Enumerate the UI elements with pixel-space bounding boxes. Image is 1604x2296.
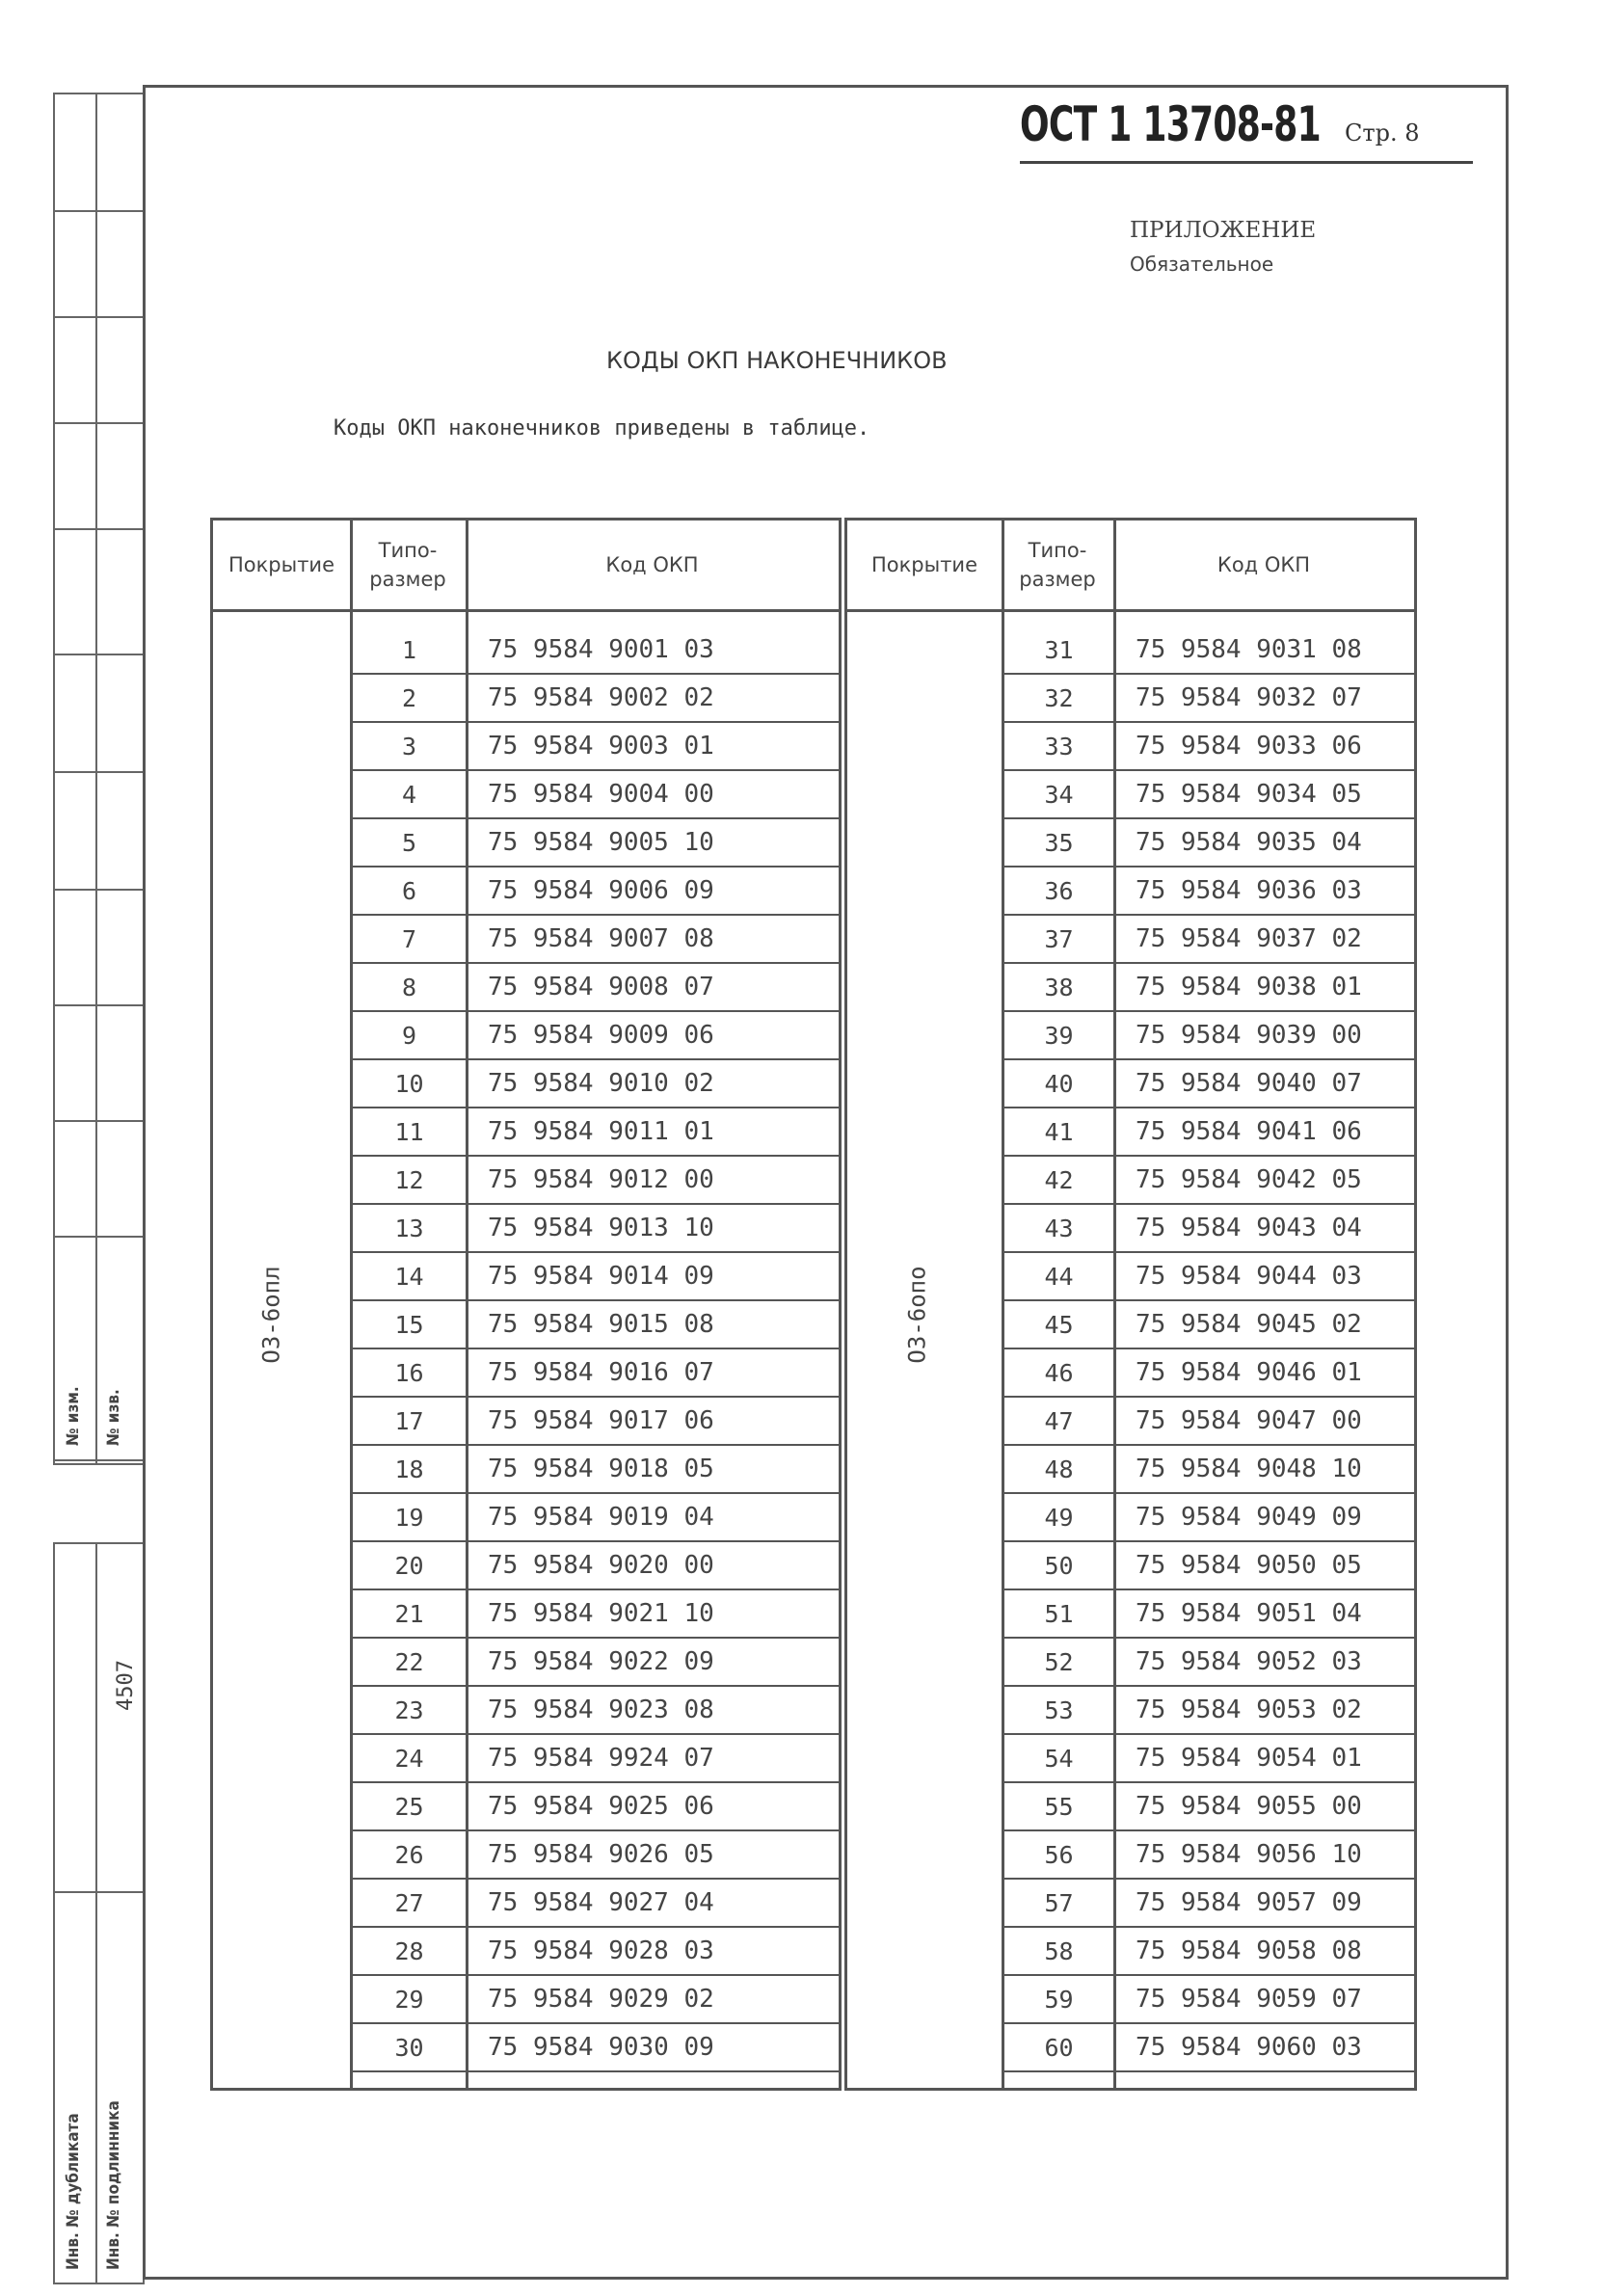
code-cell: 75 9584 9036 03 xyxy=(1136,876,1362,905)
size-cell: 13 xyxy=(394,1214,424,1242)
intro-text: Коды ОКП наконечников приведены в таблице. xyxy=(334,416,870,441)
header-code-text: Код ОКП xyxy=(605,553,699,576)
header-code-text: Код ОКП xyxy=(1216,553,1311,576)
code-cell: 75 9584 9004 00 xyxy=(488,780,714,809)
header-coating xyxy=(213,521,350,612)
code-cell: 75 9584 9050 05 xyxy=(1136,1551,1362,1580)
size-cell: 43 xyxy=(1044,1214,1074,1242)
size-cell: 14 xyxy=(394,1262,424,1291)
size-cell: 28 xyxy=(394,1936,424,1965)
code-cell: 75 9584 9055 00 xyxy=(1136,1792,1362,1821)
coating-right: О3-6опо xyxy=(903,1266,931,1364)
size-cell: 33 xyxy=(1044,732,1074,761)
code-cell: 75 9584 9028 03 xyxy=(488,1936,714,1965)
size-cell: 5 xyxy=(401,828,417,857)
size-cell: 6 xyxy=(401,876,417,905)
size-cell: 19 xyxy=(394,1503,424,1532)
size-cell: 47 xyxy=(1044,1406,1074,1435)
code-cell: 75 9584 9009 06 xyxy=(488,1021,714,1050)
size-cell: 51 xyxy=(1044,1599,1074,1628)
size-cell: 54 xyxy=(1044,1744,1074,1773)
size-cell: 44 xyxy=(1044,1262,1074,1291)
header-code xyxy=(1113,521,1414,612)
size-cell: 32 xyxy=(1044,683,1074,712)
size-cell: 22 xyxy=(394,1647,424,1676)
code-cell: 75 9584 9047 00 xyxy=(1136,1406,1362,1435)
code-cell: 75 9584 9003 01 xyxy=(488,732,714,761)
size-cell: 11 xyxy=(394,1117,424,1146)
header-coating-text: Покрытие xyxy=(227,553,335,576)
code-cell: 75 9584 9010 02 xyxy=(488,1069,714,1098)
code-cell: 75 9584 9018 05 xyxy=(488,1455,714,1483)
okp-table-right xyxy=(844,518,1417,2091)
size-cell: 29 xyxy=(394,1985,424,2014)
code-cell: 75 9584 9021 10 xyxy=(488,1599,714,1628)
size-cell: 18 xyxy=(394,1455,424,1483)
code-cell: 75 9584 9057 09 xyxy=(1136,1888,1362,1917)
code-cell: 75 9584 9043 04 xyxy=(1136,1214,1362,1242)
document-id: ОСТ 1 13708-81 xyxy=(1020,96,1321,152)
size-cell: 20 xyxy=(394,1551,424,1580)
code-cell: 75 9584 9040 07 xyxy=(1136,1069,1362,1098)
appendix-status: Обязательное xyxy=(1130,253,1274,276)
size-cell: 7 xyxy=(401,924,417,953)
header-underline xyxy=(1020,161,1473,164)
code-cell: 75 9584 9053 02 xyxy=(1136,1695,1362,1724)
code-cell: 75 9584 9013 10 xyxy=(488,1214,714,1242)
code-cell: 75 9584 9038 01 xyxy=(1136,973,1362,1001)
code-cell: 75 9584 9025 06 xyxy=(488,1792,714,1821)
code-cell: 75 9584 9059 07 xyxy=(1136,1985,1362,2014)
code-cell: 75 9584 9005 10 xyxy=(488,828,714,857)
page-title: КОДЫ ОКП НАКОНЕЧНИКОВ xyxy=(606,347,948,374)
code-cell: 75 9584 9016 07 xyxy=(488,1358,714,1387)
header-size-line2: размер xyxy=(1019,568,1096,591)
code-cell: 75 9584 9006 09 xyxy=(488,876,714,905)
code-cell: 75 9584 9011 01 xyxy=(488,1117,714,1146)
code-cell: 75 9584 9032 07 xyxy=(1136,683,1362,712)
code-cell: 75 9584 9045 02 xyxy=(1136,1310,1362,1339)
code-cell: 75 9584 9035 04 xyxy=(1136,828,1362,857)
page-number: Стр. 8 xyxy=(1345,120,1420,147)
code-cell: 75 9584 9030 09 xyxy=(488,2033,714,2062)
appendix-label: ПРИЛОЖЕНИЕ xyxy=(1130,218,1317,243)
code-cell: 75 9584 9015 08 xyxy=(488,1310,714,1339)
original-inventory-value: 4507 xyxy=(114,1660,138,1711)
size-cell: 9 xyxy=(401,1021,417,1050)
size-cell: 39 xyxy=(1044,1021,1074,1050)
size-cell: 8 xyxy=(401,973,417,1001)
size-cell: 36 xyxy=(1044,876,1074,905)
size-cell: 53 xyxy=(1044,1695,1074,1724)
size-cell: 37 xyxy=(1044,924,1074,953)
size-cell: 50 xyxy=(1044,1551,1074,1580)
code-cell: 75 9584 9017 06 xyxy=(488,1406,714,1435)
coating-left: О3-6опл xyxy=(257,1266,285,1364)
code-cell: 75 9584 9039 00 xyxy=(1136,1021,1362,1050)
size-cell: 45 xyxy=(1044,1310,1074,1339)
code-cell: 75 9584 9042 05 xyxy=(1136,1165,1362,1194)
code-cell: 75 9584 9044 03 xyxy=(1136,1262,1362,1291)
header-size-line1: Типо- xyxy=(378,539,438,562)
size-cell: 40 xyxy=(1044,1069,1074,1098)
code-cell: 75 9584 9007 08 xyxy=(488,924,714,953)
margin-stamp-middle xyxy=(53,771,145,1465)
code-cell: 75 9584 9051 04 xyxy=(1136,1599,1362,1628)
size-cell: 31 xyxy=(1044,635,1074,664)
header-size-line1: Типо- xyxy=(1028,539,1087,562)
code-cell: 75 9584 9033 06 xyxy=(1136,732,1362,761)
size-cell: 21 xyxy=(394,1599,424,1628)
size-cell: 57 xyxy=(1044,1888,1074,1917)
code-cell: 75 9584 9001 03 xyxy=(488,635,714,664)
size-cell: 41 xyxy=(1044,1117,1074,1146)
code-cell: 75 9584 9029 02 xyxy=(488,1985,714,2014)
header-size-line2: размер xyxy=(369,568,446,591)
code-cell: 75 9584 9048 10 xyxy=(1136,1455,1362,1483)
code-cell: 75 9584 9002 02 xyxy=(488,683,714,712)
size-cell: 16 xyxy=(394,1358,424,1387)
size-cell: 49 xyxy=(1044,1503,1074,1532)
size-cell: 35 xyxy=(1044,828,1074,857)
size-cell: 15 xyxy=(394,1310,424,1339)
size-cell: 23 xyxy=(394,1695,424,1724)
code-cell: 75 9584 9046 01 xyxy=(1136,1358,1362,1387)
code-cell: 75 9584 9008 07 xyxy=(488,973,714,1001)
code-cell: 75 9584 9019 04 xyxy=(488,1503,714,1532)
size-cell: 3 xyxy=(401,732,417,761)
code-cell: 75 9584 9060 03 xyxy=(1136,2033,1362,2062)
size-cell: 56 xyxy=(1044,1840,1074,1869)
header-code xyxy=(466,521,839,612)
code-cell: 75 9584 9012 00 xyxy=(488,1165,714,1194)
size-cell: 4 xyxy=(401,780,417,809)
size-cell: 30 xyxy=(394,2033,424,2062)
header-size xyxy=(1002,521,1113,612)
code-cell: 75 9584 9022 09 xyxy=(488,1647,714,1676)
size-cell: 10 xyxy=(394,1069,424,1098)
code-cell: 75 9584 9014 09 xyxy=(488,1262,714,1291)
header-coating-text: Покрытие xyxy=(870,553,978,576)
size-cell: 12 xyxy=(394,1165,424,1194)
code-cell: 75 9584 9026 05 xyxy=(488,1840,714,1869)
size-cell: 59 xyxy=(1044,1985,1074,2014)
notice-number-label: № изв. xyxy=(104,1389,123,1446)
code-cell: 75 9584 9023 08 xyxy=(488,1695,714,1724)
code-cell: 75 9584 9020 00 xyxy=(488,1551,714,1580)
code-cell: 75 9584 9034 05 xyxy=(1136,780,1362,809)
code-cell: 75 9584 9041 06 xyxy=(1136,1117,1362,1146)
size-cell: 58 xyxy=(1044,1936,1074,1965)
change-number-label: № изм. xyxy=(64,1386,83,1446)
size-cell: 38 xyxy=(1044,973,1074,1001)
size-cell: 52 xyxy=(1044,1647,1074,1676)
okp-table-left xyxy=(210,518,842,2091)
size-cell: 55 xyxy=(1044,1792,1074,1821)
size-cell: 42 xyxy=(1044,1165,1074,1194)
size-cell: 48 xyxy=(1044,1455,1074,1483)
code-cell: 75 9584 9924 07 xyxy=(488,1744,714,1773)
size-cell: 2 xyxy=(401,683,417,712)
size-cell: 1 xyxy=(401,635,417,664)
size-cell: 17 xyxy=(394,1406,424,1435)
code-cell: 75 9584 9037 02 xyxy=(1136,924,1362,953)
size-cell: 24 xyxy=(394,1744,424,1773)
header-coating xyxy=(847,521,1002,612)
code-cell: 75 9584 9052 03 xyxy=(1136,1647,1362,1676)
code-cell: 75 9584 9054 01 xyxy=(1136,1744,1362,1773)
size-cell: 60 xyxy=(1044,2033,1074,2062)
duplicate-inventory-label: Инв. № дубликата xyxy=(64,2113,83,2270)
size-cell: 25 xyxy=(394,1792,424,1821)
header-size xyxy=(350,521,466,612)
code-cell: 75 9584 9058 08 xyxy=(1136,1936,1362,1965)
size-cell: 34 xyxy=(1044,780,1074,809)
code-cell: 75 9584 9056 10 xyxy=(1136,1840,1362,1869)
size-cell: 26 xyxy=(394,1840,424,1869)
code-cell: 75 9584 9027 04 xyxy=(488,1888,714,1917)
size-cell: 27 xyxy=(394,1888,424,1917)
code-cell: 75 9584 9031 08 xyxy=(1136,635,1362,664)
original-inventory-label: Инв. № подлинника xyxy=(104,2100,123,2270)
code-cell: 75 9584 9049 09 xyxy=(1136,1503,1362,1532)
size-cell: 46 xyxy=(1044,1358,1074,1387)
